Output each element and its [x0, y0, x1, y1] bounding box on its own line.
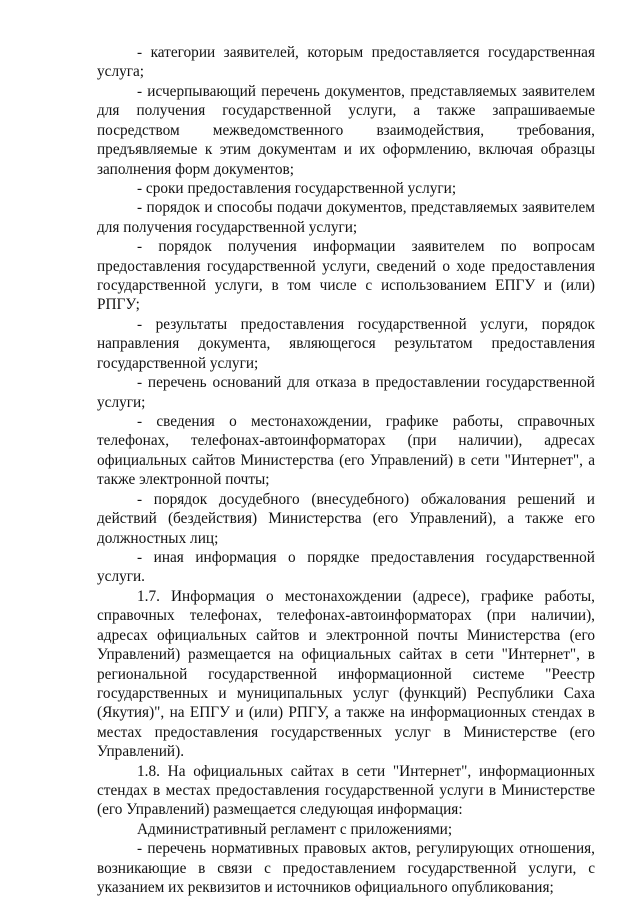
paragraph-regulation-appendices: Административный регламент с приложениями; — [137, 820, 453, 838]
paragraph-refusal-grounds: - перечень оснований для отказа в предоставлении государственной услуги; — [97, 374, 595, 411]
paragraph-service-terms: - сроки предоставления государственной услуги; — [137, 179, 457, 197]
document-page — [97, 43, 595, 898]
paragraph-information-procedure: - порядок получения информации заявителем по вопросам предоставления государственной услуги, сведений о ходе предоставления государственной услуги, в том числе с использованием ЕПГУ и (или) РПГУ; — [97, 238, 595, 314]
paragraph-service-results: - результаты предоставления государственной услуги, порядок направления документа, являющегося результатом предоставления государственной услуги; — [97, 315, 595, 372]
paragraph-other-info: - иная информация о порядке предоставления государственной услуги. — [97, 548, 595, 586]
paragraph-appeal-procedure: - порядок досудебного (внесудебного) обжалования решений и действий (бездействия) Министерства (его Управлений), а также его должностных лиц; — [97, 490, 595, 547]
paragraph-location-info: - сведения о местонахождении, графике работы, справочных телефонах, телефонах-автоинформаторах (при наличии), адресах официальных сайтов Министерства (его Управлений) в сети "Интернет", а также электронной почты; — [97, 413, 595, 489]
paragraph-applicant-categories: - категории заявителей, которым предоставляется государственная услуга; — [97, 44, 595, 81]
paragraph-clause-1-8: 1.8. На официальных сайтах в сети "Интернет", информационных стендах в местах предоставления государственной услуги в Министерстве (его Управлений) размещается следующая информация: — [97, 762, 595, 819]
paragraph-clause-1-7: 1.7. Информация о местонахождении (адресе), графике работы, справочных телефонах, телефонах-автоинформаторах (при наличии), адресах официальных сайтов и электронной почты Министерства (его Управлений) размещается на официальных сайтах в сети "Интернет", в региональной государственной информационной системе "Реестр государственных и муниципальных услуг (функций) Республики Саха (Якутия)", на ЕПГУ и (или) РПГУ, а также на информационных стендах в местах предоставления государственных услуг в Министерстве (его Управлений). — [97, 587, 595, 761]
paragraph-submission-methods: - порядок и способы подачи документов, представляемых заявителем для получения государственной услуги; — [97, 199, 595, 236]
paragraph-legal-acts-list: - перечень нормативных правовых актов, регулирующих отношения, возникающие в связи с предоставлением государственной услуги, с указанием их реквизитов и источников официального опубликования; — [97, 840, 595, 897]
paragraph-documents-list: - исчерпывающий перечень документов, представляемых заявителем для получения государственной услуги, а также запрашиваемые посредством межведомственного взаимодействия, требования, предъявляемые к этим документам и их оформлению, включая образцы заполнения форм документов; — [97, 82, 595, 178]
